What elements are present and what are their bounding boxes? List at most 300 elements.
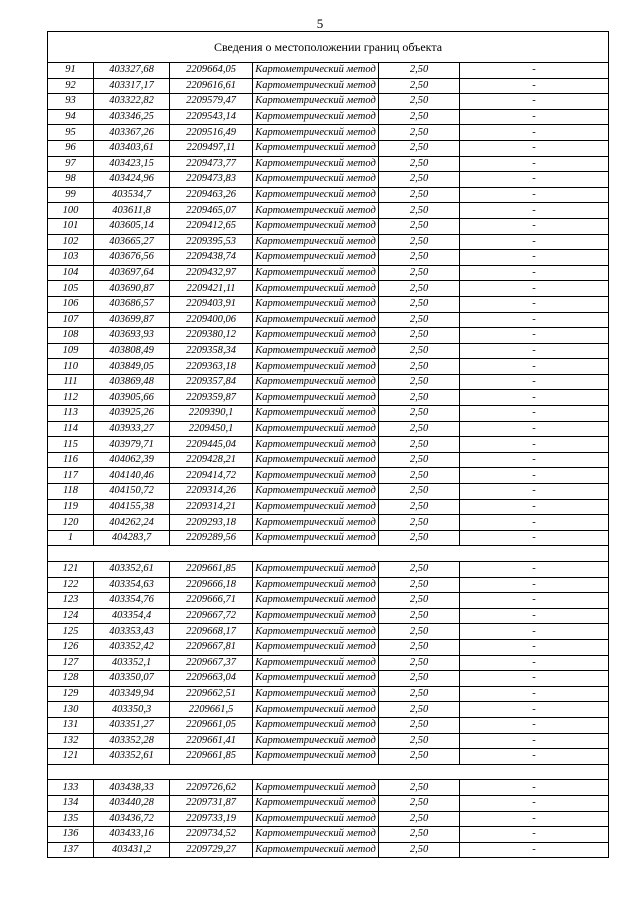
x-coordinate-cell: 403352,42 [94, 639, 170, 655]
description-cell: - [460, 811, 609, 827]
method-cell: Картометрический метод [253, 390, 379, 406]
table-row [48, 562, 608, 578]
y-coordinate-cell: 2209289,56 [170, 530, 253, 546]
accuracy-cell: 2,50 [379, 156, 460, 172]
description-cell: - [460, 795, 609, 811]
y-coordinate-cell: 2209465,07 [170, 203, 253, 219]
x-coordinate-cell: 403353,43 [94, 624, 170, 640]
accuracy-cell: 2,50 [379, 639, 460, 655]
point-number-cell: 124 [48, 608, 94, 624]
y-coordinate-cell: 2209357,84 [170, 374, 253, 390]
table-row [48, 187, 608, 203]
separator-cell [48, 546, 608, 562]
description-cell: - [460, 452, 609, 468]
x-coordinate-cell: 403317,17 [94, 78, 170, 94]
method-cell: Картометрический метод [253, 94, 379, 110]
x-coordinate-cell: 403676,56 [94, 250, 170, 266]
x-coordinate-cell: 403346,25 [94, 109, 170, 125]
x-coordinate-cell: 404140,46 [94, 468, 170, 484]
table-row [48, 437, 608, 453]
table-row [48, 312, 608, 328]
y-coordinate-cell: 2209400,06 [170, 312, 253, 328]
description-cell: - [460, 733, 609, 749]
x-coordinate-cell: 403352,61 [94, 562, 170, 578]
accuracy-cell: 2,50 [379, 109, 460, 125]
point-number-cell: 109 [48, 343, 94, 359]
accuracy-cell: 2,50 [379, 484, 460, 500]
y-coordinate-cell: 2209661,41 [170, 733, 253, 749]
method-cell: Картометрический метод [253, 530, 379, 546]
description-cell: - [460, 343, 609, 359]
method-cell: Картометрический метод [253, 795, 379, 811]
x-coordinate-cell: 403690,87 [94, 281, 170, 297]
y-coordinate-cell: 2209403,91 [170, 296, 253, 312]
point-number-cell: 98 [48, 172, 94, 188]
table-row [48, 328, 608, 344]
y-coordinate-cell: 2209726,62 [170, 780, 253, 796]
accuracy-cell: 2,50 [379, 686, 460, 702]
description-cell: - [460, 484, 609, 500]
table-title: Сведения о местоположении границ объекта [48, 32, 608, 63]
y-coordinate-cell: 2209543,14 [170, 109, 253, 125]
method-cell: Картометрический метод [253, 312, 379, 328]
accuracy-cell: 2,50 [379, 250, 460, 266]
point-number-cell: 132 [48, 733, 94, 749]
x-coordinate-cell: 403424,96 [94, 172, 170, 188]
method-cell: Картометрический метод [253, 717, 379, 733]
accuracy-cell: 2,50 [379, 63, 460, 78]
table-row [48, 140, 608, 156]
point-number-cell: 103 [48, 250, 94, 266]
table-row [48, 406, 608, 422]
y-coordinate-cell: 2209414,72 [170, 468, 253, 484]
description-cell: - [460, 593, 609, 609]
table-row [48, 250, 608, 266]
method-cell: Картометрический метод [253, 125, 379, 141]
accuracy-cell: 2,50 [379, 265, 460, 281]
x-coordinate-cell: 403686,57 [94, 296, 170, 312]
point-number-cell: 108 [48, 328, 94, 344]
y-coordinate-cell: 2209664,05 [170, 63, 253, 78]
method-cell: Картометрический метод [253, 406, 379, 422]
x-coordinate-cell: 403433,16 [94, 827, 170, 843]
y-coordinate-cell: 2209428,21 [170, 452, 253, 468]
method-cell: Картометрический метод [253, 686, 379, 702]
accuracy-cell: 2,50 [379, 125, 460, 141]
table-row [48, 499, 608, 515]
accuracy-cell: 2,50 [379, 733, 460, 749]
table-row [48, 390, 608, 406]
description-cell: - [460, 296, 609, 312]
point-number-cell: 100 [48, 203, 94, 219]
y-coordinate-cell: 2209314,26 [170, 484, 253, 500]
point-number-cell: 104 [48, 265, 94, 281]
y-coordinate-cell: 2209667,37 [170, 655, 253, 671]
description-cell: - [460, 172, 609, 188]
description-cell: - [460, 686, 609, 702]
description-cell: - [460, 406, 609, 422]
method-cell: Картометрический метод [253, 250, 379, 266]
method-cell: Картометрический метод [253, 437, 379, 453]
point-number-cell: 116 [48, 452, 94, 468]
accuracy-cell: 2,50 [379, 624, 460, 640]
method-cell: Картометрический метод [253, 577, 379, 593]
y-coordinate-cell: 2209432,97 [170, 265, 253, 281]
description-cell: - [460, 468, 609, 484]
method-cell: Картометрический метод [253, 842, 379, 857]
accuracy-cell: 2,50 [379, 811, 460, 827]
x-coordinate-cell: 403322,82 [94, 94, 170, 110]
point-number-cell: 117 [48, 468, 94, 484]
description-cell: - [460, 608, 609, 624]
accuracy-cell: 2,50 [379, 343, 460, 359]
description-cell: - [460, 842, 609, 857]
method-cell: Картометрический метод [253, 203, 379, 219]
description-cell: - [460, 234, 609, 250]
point-number-cell: 127 [48, 655, 94, 671]
description-cell: - [460, 78, 609, 94]
accuracy-cell: 2,50 [379, 218, 460, 234]
accuracy-cell: 2,50 [379, 499, 460, 515]
table-row [48, 421, 608, 437]
accuracy-cell: 2,50 [379, 608, 460, 624]
x-coordinate-cell: 404150,72 [94, 484, 170, 500]
y-coordinate-cell: 2209293,18 [170, 515, 253, 531]
description-cell: - [460, 187, 609, 203]
table-row [48, 733, 608, 749]
table-row [48, 842, 608, 857]
point-number-cell: 111 [48, 374, 94, 390]
method-cell: Картометрический метод [253, 63, 379, 78]
accuracy-cell: 2,50 [379, 374, 460, 390]
method-cell: Картометрический метод [253, 468, 379, 484]
x-coordinate-cell: 403431,2 [94, 842, 170, 857]
x-coordinate-cell: 404283,7 [94, 530, 170, 546]
x-coordinate-cell: 403354,4 [94, 608, 170, 624]
description-cell: - [460, 717, 609, 733]
table-row [48, 639, 608, 655]
method-cell: Картометрический метод [253, 499, 379, 515]
point-number-cell: 93 [48, 94, 94, 110]
description-cell: - [460, 374, 609, 390]
x-coordinate-cell: 403605,14 [94, 218, 170, 234]
method-cell: Картометрический метод [253, 421, 379, 437]
method-cell: Картометрический метод [253, 624, 379, 640]
point-number-cell: 133 [48, 780, 94, 796]
description-cell: - [460, 156, 609, 172]
table-row [48, 374, 608, 390]
x-coordinate-cell: 403979,71 [94, 437, 170, 453]
page-number: 5 [316, 16, 324, 31]
y-coordinate-cell: 2209412,65 [170, 218, 253, 234]
group-separator-row [48, 764, 608, 780]
point-number-cell: 91 [48, 63, 94, 78]
table-row [48, 78, 608, 94]
y-coordinate-cell: 2209363,18 [170, 359, 253, 375]
method-cell: Картометрический метод [253, 374, 379, 390]
description-cell: - [460, 530, 609, 546]
point-number-cell: 131 [48, 717, 94, 733]
method-cell: Картометрический метод [253, 328, 379, 344]
description-cell: - [460, 218, 609, 234]
description-cell: - [460, 624, 609, 640]
accuracy-cell: 2,50 [379, 515, 460, 531]
description-cell: - [460, 203, 609, 219]
method-cell: Картометрический метод [253, 780, 379, 796]
point-number-cell: 107 [48, 312, 94, 328]
description-cell: - [460, 421, 609, 437]
y-coordinate-cell: 2209390,1 [170, 406, 253, 422]
description-cell: - [460, 140, 609, 156]
coordinates-table [48, 63, 608, 857]
table-row [48, 452, 608, 468]
point-number-cell: 126 [48, 639, 94, 655]
point-number-cell: 134 [48, 795, 94, 811]
description-cell: - [460, 125, 609, 141]
method-cell: Картометрический метод [253, 608, 379, 624]
point-number-cell: 114 [48, 421, 94, 437]
point-number-cell: 96 [48, 140, 94, 156]
description-cell: - [460, 250, 609, 266]
x-coordinate-cell: 403423,15 [94, 156, 170, 172]
table-row [48, 234, 608, 250]
y-coordinate-cell: 2209445,04 [170, 437, 253, 453]
accuracy-cell: 2,50 [379, 234, 460, 250]
y-coordinate-cell: 2209380,12 [170, 328, 253, 344]
description-cell: - [460, 562, 609, 578]
method-cell: Картометрический метод [253, 281, 379, 297]
x-coordinate-cell: 403350,3 [94, 702, 170, 718]
point-number-cell: 102 [48, 234, 94, 250]
table-row [48, 172, 608, 188]
description-cell: - [460, 437, 609, 453]
table-row [48, 717, 608, 733]
accuracy-cell: 2,50 [379, 406, 460, 422]
y-coordinate-cell: 2209661,05 [170, 717, 253, 733]
description-cell: - [460, 639, 609, 655]
y-coordinate-cell: 2209734,52 [170, 827, 253, 843]
accuracy-cell: 2,50 [379, 94, 460, 110]
y-coordinate-cell: 2209450,1 [170, 421, 253, 437]
table-row [48, 515, 608, 531]
description-cell: - [460, 577, 609, 593]
accuracy-cell: 2,50 [379, 702, 460, 718]
description-cell: - [460, 515, 609, 531]
y-coordinate-cell: 2209497,11 [170, 140, 253, 156]
y-coordinate-cell: 2209666,71 [170, 593, 253, 609]
table-row [48, 671, 608, 687]
method-cell: Картометрический метод [253, 359, 379, 375]
method-cell: Картометрический метод [253, 452, 379, 468]
boundary-table-container [47, 31, 609, 858]
method-cell: Картометрический метод [253, 593, 379, 609]
point-number-cell: 99 [48, 187, 94, 203]
point-number-cell: 120 [48, 515, 94, 531]
point-number-cell: 122 [48, 577, 94, 593]
description-cell: - [460, 109, 609, 125]
method-cell: Картометрический метод [253, 515, 379, 531]
table-row [48, 296, 608, 312]
x-coordinate-cell: 403349,94 [94, 686, 170, 702]
y-coordinate-cell: 2209663,04 [170, 671, 253, 687]
y-coordinate-cell: 2209438,74 [170, 250, 253, 266]
point-number-cell: 92 [48, 78, 94, 94]
table-row [48, 94, 608, 110]
y-coordinate-cell: 2209359,87 [170, 390, 253, 406]
description-cell: - [460, 281, 609, 297]
y-coordinate-cell: 2209661,85 [170, 749, 253, 765]
accuracy-cell: 2,50 [379, 437, 460, 453]
accuracy-cell: 2,50 [379, 359, 460, 375]
accuracy-cell: 2,50 [379, 140, 460, 156]
method-cell: Картометрический метод [253, 733, 379, 749]
table-row [48, 359, 608, 375]
y-coordinate-cell: 2209421,11 [170, 281, 253, 297]
x-coordinate-cell: 403327,68 [94, 63, 170, 78]
description-cell: - [460, 749, 609, 765]
method-cell: Картометрический метод [253, 156, 379, 172]
y-coordinate-cell: 2209616,61 [170, 78, 253, 94]
table-row [48, 749, 608, 765]
point-number-cell: 1 [48, 530, 94, 546]
x-coordinate-cell: 403438,33 [94, 780, 170, 796]
point-number-cell: 130 [48, 702, 94, 718]
table-row [48, 655, 608, 671]
method-cell: Картометрический метод [253, 702, 379, 718]
accuracy-cell: 2,50 [379, 281, 460, 297]
y-coordinate-cell: 2209358,34 [170, 343, 253, 359]
description-cell: - [460, 63, 609, 78]
accuracy-cell: 2,50 [379, 468, 460, 484]
point-number-cell: 119 [48, 499, 94, 515]
method-cell: Картометрический метод [253, 172, 379, 188]
y-coordinate-cell: 2209579,47 [170, 94, 253, 110]
point-number-cell: 113 [48, 406, 94, 422]
table-row [48, 63, 608, 78]
accuracy-cell: 2,50 [379, 312, 460, 328]
table-row [48, 827, 608, 843]
y-coordinate-cell: 2209667,81 [170, 639, 253, 655]
y-coordinate-cell: 2209661,85 [170, 562, 253, 578]
accuracy-cell: 2,50 [379, 530, 460, 546]
y-coordinate-cell: 2209473,77 [170, 156, 253, 172]
accuracy-cell: 2,50 [379, 577, 460, 593]
x-coordinate-cell: 403534,7 [94, 187, 170, 203]
method-cell: Картометрический метод [253, 639, 379, 655]
y-coordinate-cell: 2209666,18 [170, 577, 253, 593]
x-coordinate-cell: 403665,27 [94, 234, 170, 250]
point-number-cell: 115 [48, 437, 94, 453]
table-row [48, 795, 608, 811]
point-number-cell: 97 [48, 156, 94, 172]
point-number-cell: 95 [48, 125, 94, 141]
y-coordinate-cell: 2209395,53 [170, 234, 253, 250]
group-separator-row [48, 546, 608, 562]
point-number-cell: 136 [48, 827, 94, 843]
x-coordinate-cell: 404062,39 [94, 452, 170, 468]
description-cell: - [460, 499, 609, 515]
description-cell: - [460, 328, 609, 344]
coordinates-table-body [48, 63, 608, 857]
table-row [48, 281, 608, 297]
table-row [48, 530, 608, 546]
method-cell: Картометрический метод [253, 827, 379, 843]
x-coordinate-cell: 403351,27 [94, 717, 170, 733]
method-cell: Картометрический метод [253, 484, 379, 500]
method-cell: Картометрический метод [253, 187, 379, 203]
accuracy-cell: 2,50 [379, 795, 460, 811]
table-row [48, 203, 608, 219]
table-row [48, 811, 608, 827]
accuracy-cell: 2,50 [379, 842, 460, 857]
point-number-cell: 112 [48, 390, 94, 406]
point-number-cell: 118 [48, 484, 94, 500]
method-cell: Картометрический метод [253, 109, 379, 125]
x-coordinate-cell: 403905,66 [94, 390, 170, 406]
table-row [48, 125, 608, 141]
y-coordinate-cell: 2209731,87 [170, 795, 253, 811]
x-coordinate-cell: 403367,26 [94, 125, 170, 141]
accuracy-cell: 2,50 [379, 390, 460, 406]
description-cell: - [460, 655, 609, 671]
accuracy-cell: 2,50 [379, 187, 460, 203]
method-cell: Картометрический метод [253, 218, 379, 234]
accuracy-cell: 2,50 [379, 328, 460, 344]
table-row [48, 218, 608, 234]
table-row [48, 577, 608, 593]
y-coordinate-cell: 2209729,27 [170, 842, 253, 857]
x-coordinate-cell: 403403,61 [94, 140, 170, 156]
y-coordinate-cell: 2209473,83 [170, 172, 253, 188]
method-cell: Картометрический метод [253, 343, 379, 359]
table-row [48, 109, 608, 125]
accuracy-cell: 2,50 [379, 749, 460, 765]
description-cell: - [460, 780, 609, 796]
x-coordinate-cell: 403933,27 [94, 421, 170, 437]
accuracy-cell: 2,50 [379, 421, 460, 437]
description-cell: - [460, 827, 609, 843]
x-coordinate-cell: 403354,76 [94, 593, 170, 609]
accuracy-cell: 2,50 [379, 203, 460, 219]
method-cell: Картометрический метод [253, 562, 379, 578]
table-row [48, 624, 608, 640]
method-cell: Картометрический метод [253, 140, 379, 156]
table-row [48, 702, 608, 718]
accuracy-cell: 2,50 [379, 671, 460, 687]
method-cell: Картометрический метод [253, 655, 379, 671]
description-cell: - [460, 671, 609, 687]
point-number-cell: 129 [48, 686, 94, 702]
y-coordinate-cell: 2209463,26 [170, 187, 253, 203]
method-cell: Картометрический метод [253, 749, 379, 765]
point-number-cell: 105 [48, 281, 94, 297]
x-coordinate-cell: 403808,49 [94, 343, 170, 359]
accuracy-cell: 2,50 [379, 827, 460, 843]
method-cell: Картометрический метод [253, 78, 379, 94]
accuracy-cell: 2,50 [379, 78, 460, 94]
separator-cell [48, 764, 608, 780]
point-number-cell: 135 [48, 811, 94, 827]
x-coordinate-cell: 403436,72 [94, 811, 170, 827]
description-cell: - [460, 359, 609, 375]
description-cell: - [460, 265, 609, 281]
point-number-cell: 101 [48, 218, 94, 234]
x-coordinate-cell: 403849,05 [94, 359, 170, 375]
method-cell: Картометрический метод [253, 265, 379, 281]
x-coordinate-cell: 403352,1 [94, 655, 170, 671]
accuracy-cell: 2,50 [379, 593, 460, 609]
accuracy-cell: 2,50 [379, 172, 460, 188]
